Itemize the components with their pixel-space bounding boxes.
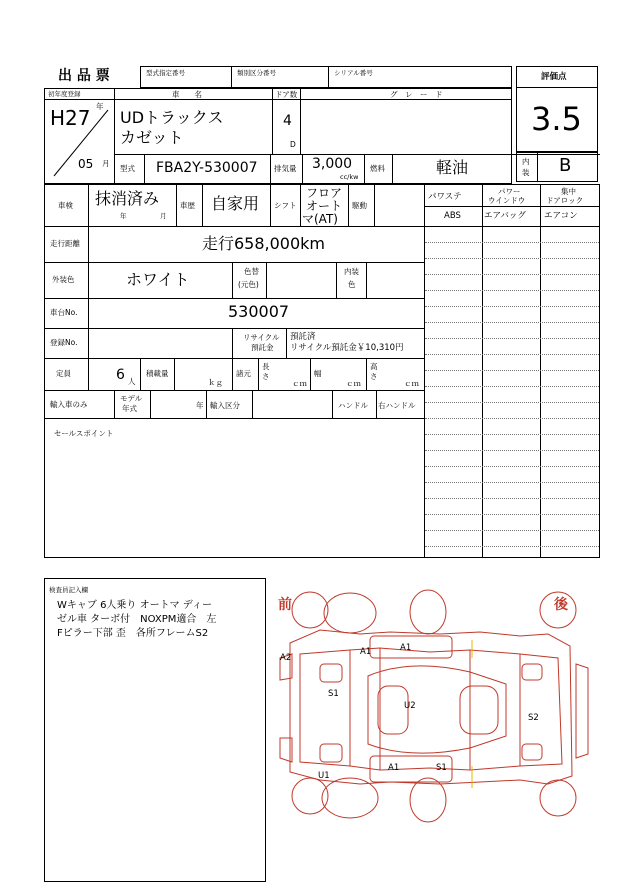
chassis-label: 車台No. [50,308,78,317]
serial-label: シリアル番号 [334,69,373,77]
car-name-label: 車 名 [172,90,202,99]
recycle-line2: リサイクル預託金￥10,310円 [290,343,404,353]
equip-airbag: エアバッグ [484,211,526,221]
fuel-label: 燃料 [370,164,385,173]
interior-label-2: 装 [522,168,530,177]
type-value: FBA2Y-530007 [156,160,258,176]
height-label-1: 高 [370,362,378,371]
shift-line2: オート [306,199,343,213]
model-designation-box [140,66,232,88]
type-label: 型式 [120,164,135,173]
rating-value: 3.5 [531,100,582,138]
load-label: 積載量 [146,369,169,378]
interior-rating-value: B [559,155,572,176]
height-unit: ｃｍ [404,379,419,388]
interior-color-2: 色 [348,280,356,289]
fuel-value: 軽油 [436,158,469,177]
displacement-label: 排気量 [274,164,297,173]
car-name-line2: カゼット [120,128,184,147]
front-label: 前 [278,597,292,613]
width-unit: ｃｍ [346,379,361,388]
inspector-line2: ゼル車 ターボ付 NOXPM適合 左 [57,614,217,625]
model-designation-label: 型式指定番号 [146,69,185,77]
doors-value: 4 [283,113,292,129]
equip-aircon: エアコン [544,211,578,221]
inspector-line1: Wキャブ 6人乗り オートマ ディー [57,600,212,611]
registration-label: 登録No. [50,338,78,347]
damage-mark-a1-lower: A1 [388,763,400,773]
equip-power-window-2: ウインドウ [488,196,526,205]
displacement-unit: cc/kw [340,173,359,181]
door-type: D [290,140,296,149]
damage-mark-s2: S2 [528,713,539,723]
form-title: 出 品 票 [58,68,110,84]
height-label-2: さ [370,372,378,381]
equip-power-steering: パワステ [428,192,462,202]
sales-point-label: セールスポイント [54,429,114,438]
doors-label: ドア数 [275,90,298,99]
inspection-label: 車検 [58,201,73,210]
grade-label: グ レ ー ド [390,90,443,99]
equip-power-window-1: パワー [498,187,521,196]
damage-mark-s1-lower: S1 [436,763,447,773]
length-label-1: 長 [262,362,270,371]
usage-value: 自家用 [211,194,260,213]
inspection-value: 抹消済み [95,189,160,208]
damage-mark-s1-left: S1 [328,689,339,699]
inspector-label: 検査員記入欄 [49,586,88,594]
equip-central-lock-1: 集中 [561,187,576,196]
inspector-line3: Fピラー下部 歪 各所フレームS2 [57,628,209,639]
damage-diagram [270,588,600,888]
category-label: 類別区分番号 [237,69,276,77]
chassis-value: 530007 [228,302,290,321]
car-outline-diagram [270,588,600,888]
capacity-unit: 人 [128,377,136,386]
color-change-2: (元色) [238,280,259,289]
damage-mark-a2: A2 [280,653,292,663]
shift-line3: マ(AT) [302,212,338,226]
damage-mark-a1-upper: A1 [400,643,412,653]
import-year-suffix: 年 [196,401,204,410]
category-box [231,66,329,88]
inspection-month-suffix: 月 [160,212,167,220]
interior-label-1: 内 [522,157,530,166]
handle-label: ハンドル [338,401,368,410]
capacity-label: 定員 [56,369,71,378]
width-label: 幅 [314,369,322,378]
equip-abs: ABS [444,211,461,221]
mileage-label: 走行距離 [50,239,80,248]
car-name-line1: UDトラックス [120,108,224,127]
length-label-2: さ [262,372,270,381]
drive-label: 駆動 [352,201,367,210]
reg-year-suffix: 年 [96,102,104,111]
serial-box [328,66,512,88]
model-year-1: モデル [120,394,143,403]
interior-color-1: 内装 [344,267,359,276]
rating-box [516,66,598,152]
shift-line1: フロア [306,186,343,200]
rating-label: 評価点 [541,72,567,82]
import-label: 輸入車のみ [50,400,88,409]
capacity-value: 6 [116,367,125,383]
date-slash [44,100,114,184]
interior-rating-box [516,152,598,182]
import-category: 輸入区分 [210,401,240,410]
damage-mark-a1-upper-left: A1 [360,647,372,657]
reg-year: H27 [50,106,91,130]
inspection-year-suffix: 年 [120,212,127,220]
usage-label: 車歴 [180,201,195,210]
color-value: ホワイト [126,270,190,289]
reg-month-suffix: 月 [102,159,110,168]
color-label: 外装色 [52,275,75,284]
rear-label: 後 [554,597,568,613]
recycle-label-2: 預託金 [251,343,274,352]
damage-mark-u1: U1 [318,771,330,781]
color-change-1: 色替 [244,267,259,276]
shift-label: シフト [274,201,297,210]
first-reg-label: 初年度登録 [48,90,81,98]
title-box [44,66,140,88]
recycle-label-1: リサイクル [243,333,280,342]
mileage-value: 走行658,000km [202,234,326,253]
dims-label: 諸元 [236,369,251,378]
equip-central-lock-2: ドアロック [546,196,584,205]
load-unit: ｋｇ [208,378,223,387]
model-year-2: 年式 [122,404,137,413]
recycle-line1: 預託済 [290,332,316,342]
handle-value: 右ハンドル [378,401,416,410]
length-unit: ｃｍ [292,379,307,388]
inspector-box [44,578,266,882]
displacement-value: 3,000 [312,156,353,172]
damage-mark-u2: U2 [404,701,416,711]
reg-month: 05 [78,157,94,171]
